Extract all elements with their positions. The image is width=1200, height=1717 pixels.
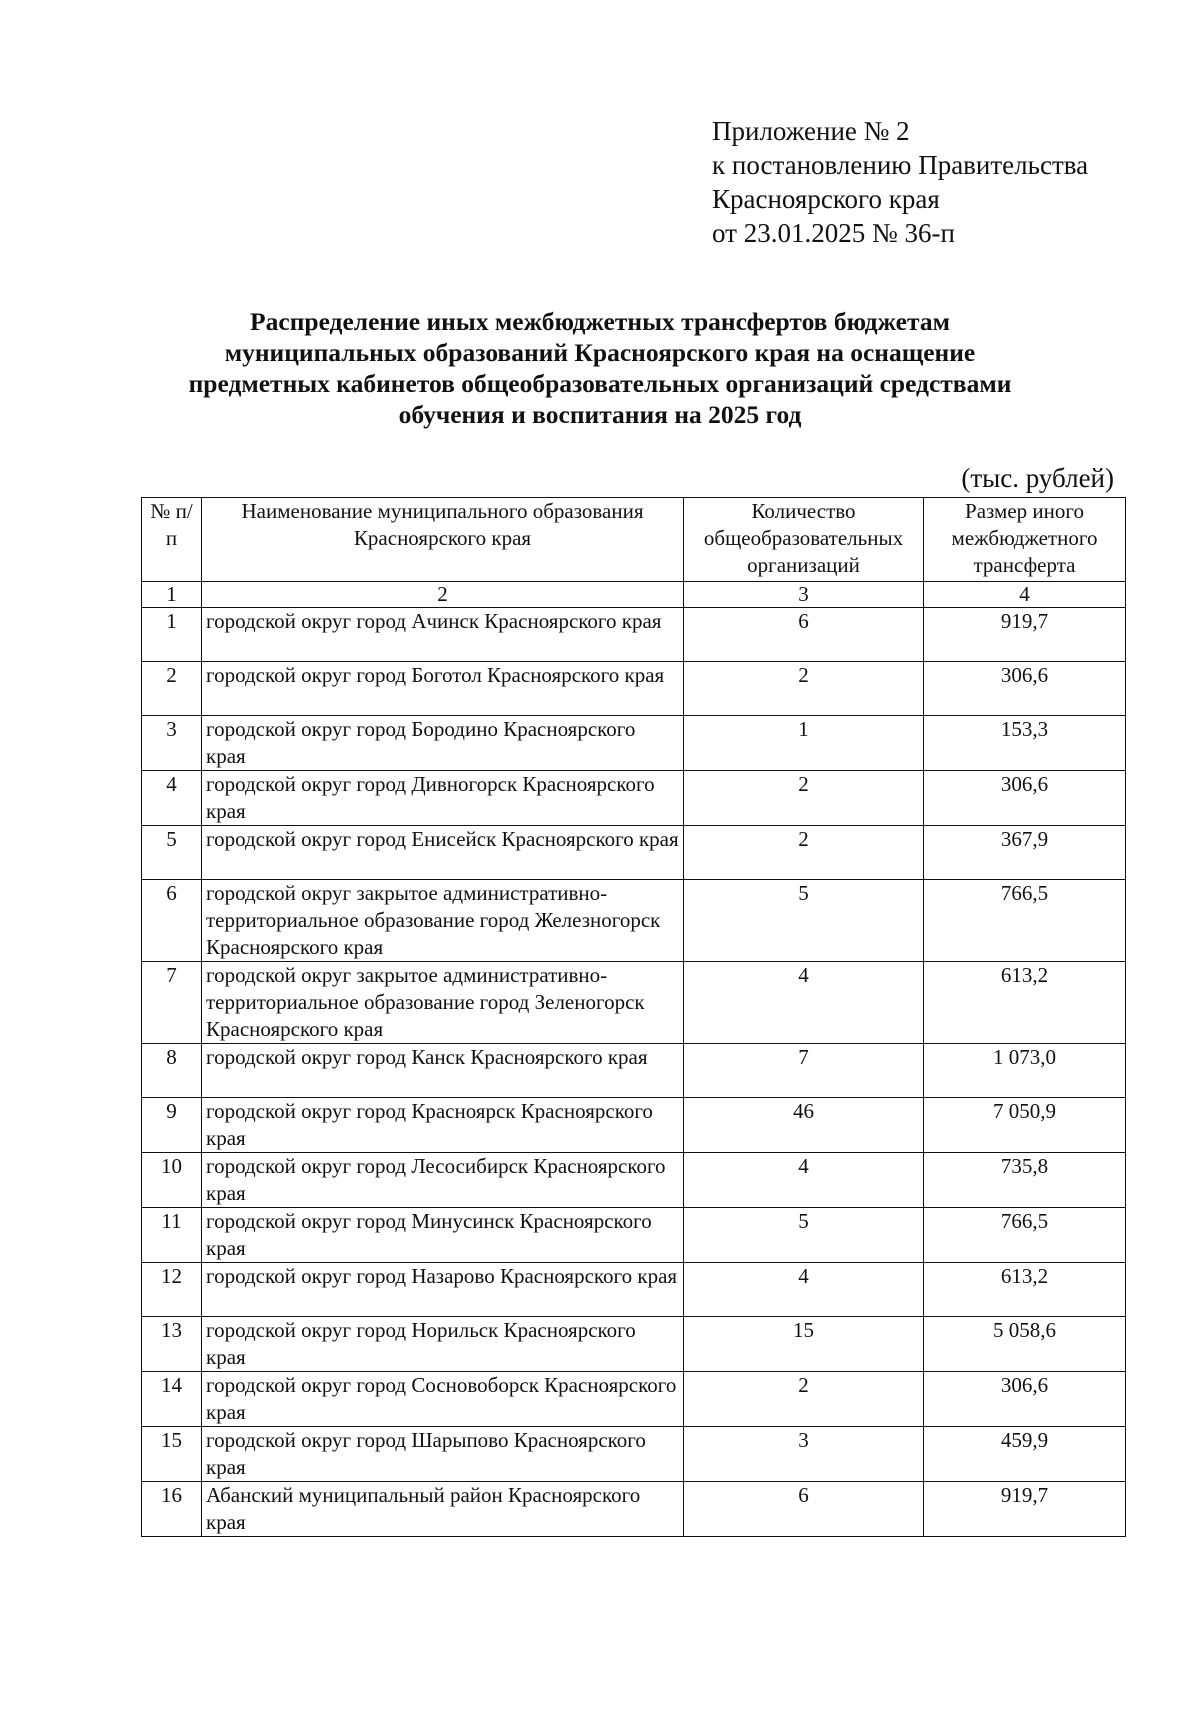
row-transfer-amount: 5 058,6 [924,1317,1126,1372]
appendix-line: от 23.01.2025 № 36-п [712,218,955,248]
appendix-line: Приложение № 2 [712,116,910,146]
row-organization-count: 46 [684,1098,924,1153]
row-number: 5 [142,826,202,880]
column-number: 2 [202,582,684,608]
table-row [142,662,1126,716]
row-transfer-amount: 367,9 [924,826,1126,880]
row-organization-count: 15 [684,1317,924,1372]
row-transfer-amount: 735,8 [924,1153,1126,1208]
row-organization-count: 2 [684,1372,924,1427]
table-row [142,608,1126,662]
table-row [142,1208,1126,1263]
row-transfer-amount: 306,6 [924,1372,1126,1427]
row-organization-count: 5 [684,880,924,962]
table-row [142,1044,1126,1098]
row-organization-count: 6 [684,608,924,662]
header-transfer-amount: Размер иного межбюджетного трансферта [924,498,1126,582]
row-transfer-amount: 766,5 [924,1208,1126,1263]
row-municipality-name: городской округ город Назарово Красноярского края [202,1263,684,1317]
title-line: обучения и воспитания на 2025 год [398,400,802,429]
appendix-line: к постановлению Правительства [712,150,1089,180]
row-number: 6 [142,880,202,962]
header-number: № п/п [142,498,202,582]
row-number: 8 [142,1044,202,1098]
table-row [142,1372,1126,1427]
row-number: 4 [142,771,202,826]
row-municipality-name: городской округ город Енисейск Красноярского края [202,826,684,880]
row-municipality-name: городской округ закрытое административно-территориальное образование город Зеленогорск Красноярского края [202,962,684,1044]
row-transfer-amount: 613,2 [924,1263,1126,1317]
row-municipality-name: городской округ город Ачинск Красноярского края [202,608,684,662]
row-municipality-name: городской округ город Дивногорск Красноярского края [202,771,684,826]
row-number: 2 [142,662,202,716]
row-number: 10 [142,1153,202,1208]
row-transfer-amount: 613,2 [924,962,1126,1044]
table-row [142,1153,1126,1208]
title-line: муниципальных образований Красноярского края на оснащение [224,338,976,367]
row-number: 9 [142,1098,202,1153]
table-row [142,1098,1126,1153]
row-municipality-name: городской округ город Боготол Красноярского края [202,662,684,716]
row-municipality-name: городской округ город Шарыпово Красноярского края [202,1427,684,1482]
row-municipality-name: городской округ город Норильск Красноярского края [202,1317,684,1372]
title-line: предметных кабинетов общеобразовательных организаций средствами [188,369,1012,398]
row-transfer-amount: 919,7 [924,608,1126,662]
row-number: 11 [142,1208,202,1263]
units-label: (тыс. рублей) [961,463,1114,493]
row-transfer-amount: 153,3 [924,716,1126,771]
row-organization-count: 2 [684,826,924,880]
row-municipality-name: городской округ город Красноярск Красноярского края [202,1098,684,1153]
table-row [142,826,1126,880]
row-number: 7 [142,962,202,1044]
row-municipality-name: городской округ город Канск Красноярского края [202,1044,684,1098]
row-number: 15 [142,1427,202,1482]
row-municipality-name: городской округ город Бородино Красноярского края [202,716,684,771]
row-transfer-amount: 766,5 [924,880,1126,962]
document-title [120,306,1080,430]
table-row [142,716,1126,771]
column-number: 4 [924,582,1126,608]
table-header-row [142,498,1126,582]
row-organization-count: 4 [684,1263,924,1317]
row-number: 13 [142,1317,202,1372]
row-organization-count: 2 [684,771,924,826]
table-row [142,771,1126,826]
column-number: 3 [684,582,924,608]
table-row [142,1263,1126,1317]
row-number: 12 [142,1263,202,1317]
row-organization-count: 7 [684,1044,924,1098]
appendix-block [712,114,1088,250]
table-row [142,1317,1126,1372]
table-row [142,1427,1126,1482]
row-organization-count: 1 [684,716,924,771]
table-row [142,1482,1126,1537]
row-organization-count: 5 [684,1208,924,1263]
row-organization-count: 3 [684,1427,924,1482]
title-line: Распределение иных межбюджетных трансфертов бюджетам [250,307,950,336]
column-number-row [142,582,1126,608]
row-municipality-name: городской округ город Минусинск Красноярского края [202,1208,684,1263]
column-number: 1 [142,582,202,608]
header-municipality: Наименование муниципального образования Красноярского края [202,498,684,582]
row-number: 14 [142,1372,202,1427]
row-municipality-name: городской округ город Сосновоборск Красноярского края [202,1372,684,1427]
row-organization-count: 2 [684,662,924,716]
row-municipality-name: Абанский муниципальный район Красноярского края [202,1482,684,1537]
row-transfer-amount: 306,6 [924,771,1126,826]
row-transfer-amount: 459,9 [924,1427,1126,1482]
header-organization-count: Количество общеобразовательных организаций [684,498,924,582]
row-organization-count: 4 [684,1153,924,1208]
row-number: 16 [142,1482,202,1537]
appendix-line: Красноярского края [712,184,940,214]
row-transfer-amount: 306,6 [924,662,1126,716]
distribution-table [141,497,1126,1537]
row-transfer-amount: 7 050,9 [924,1098,1126,1153]
row-transfer-amount: 919,7 [924,1482,1126,1537]
row-number: 1 [142,608,202,662]
row-organization-count: 6 [684,1482,924,1537]
row-municipality-name: городской округ город Лесосибирск Красноярского края [202,1153,684,1208]
table-row [142,962,1126,1044]
row-number: 3 [142,716,202,771]
table-row [142,880,1126,962]
row-transfer-amount: 1 073,0 [924,1044,1126,1098]
row-municipality-name: городской округ закрытое административно-территориальное образование город Железногорск Красноярского края [202,880,684,962]
row-organization-count: 4 [684,962,924,1044]
